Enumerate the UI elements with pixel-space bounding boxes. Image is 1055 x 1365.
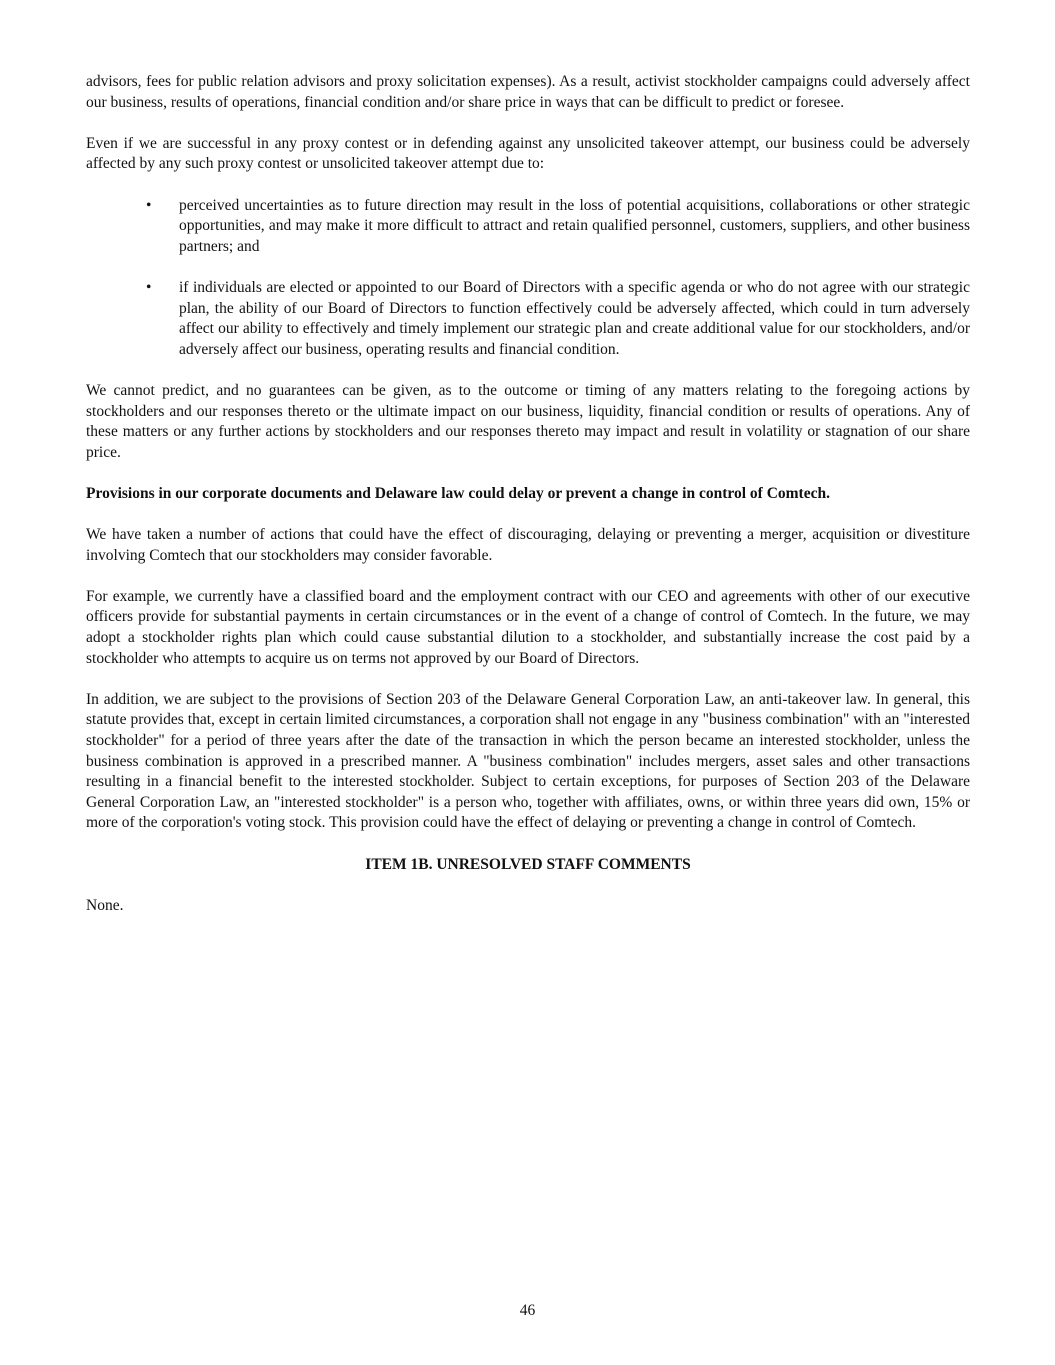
- page-number: 46: [519, 1302, 536, 1319]
- item-1b-heading: ITEM 1B. UNRESOLVED STAFF COMMENTS: [365, 855, 691, 873]
- risk-factor-heading: Provisions in our corporate documents and Delaware law could delay or prevent a change in control of Comtech.: [86, 484, 830, 502]
- bullet-text: if individuals are elected or appointed to our Board of Directors with a specific agenda or who do not agree with our strategic plan, the ability of our Board of Directors to function effectively could be adversely affected, which could in turn adversely affect our ability to effectively and timely implement our strategic plan and create additional value for our stockholders, and/or adversely affect our business, operating results and financial condition.: [179, 278, 970, 358]
- bullet-text: perceived uncertainties as to future direction may result in the loss of potential acquisitions, collaborations or other strategic opportunities, and may make it more difficult to attract and retain qualified personnel, customers, suppliers, and other business partners; and: [179, 196, 970, 255]
- paragraph-classified-board: For example, we currently have a classified board and the employment contract with our CEO and agreements with other of our executive officers provide for substantial payments in certain circumstances or in the event of a change of control of Comtech. In the future, we may adopt a stockholder rights plan which could cause substantial dilution to a stockholder, and substantially increase the cost paid by a stockholder who attempts to acquire us on terms not approved by our Board of Directors.: [86, 587, 970, 667]
- paragraph-activist-campaigns: advisors, fees for public relation advisors and proxy solicitation expenses). As a result, activist stockholder campaigns could adversely affect our business, results of operations, financial condition and/or share price in ways that can be difficult to predict or foresee.: [86, 73, 970, 111]
- paragraph-actions-taken: We have taken a number of actions that could have the effect of discouraging, delaying or preventing a merger, acquisition or divestiture involving Comtech that our stockholders may consider favorable.: [86, 526, 970, 564]
- paragraph-section-203: In addition, we are subject to the provisions of Section 203 of the Delaware General Corporation Law, an anti-takeover law. In general, this statute provides that, except in certain limited circumstances, a corporation shall not engage in any "business combination" with an "interested stockholder" for a period of three years after the date of the transaction in which the person became an interested stockholder, unless the business combination is approved in a prescribed manner. A "business combination" includes mergers, asset sales and other transactions resulting in a financial benefit to the interested stockholder. Subject to certain exceptions, for purposes of Section 203 of the Delaware General Corporation Law, an "interested stockholder" is a person who, together with affiliates, owns, or within three years did own, 15% or more of the corporation's voting stock. This provision could have the effect of delaying or preventing a change in control of Comtech.: [86, 690, 970, 832]
- bullet-item: [86, 196, 970, 258]
- paragraph-none: None.: [86, 896, 124, 914]
- document-page: [86, 72, 970, 916]
- bullet-icon: •: [146, 196, 152, 214]
- bullet-item: [86, 278, 970, 360]
- bullet-list: [86, 196, 970, 361]
- bullet-icon: •: [146, 278, 152, 296]
- paragraph-proxy-contest: Even if we are successful in any proxy contest or in defending against any unsolicited takeover attempt, our business could be adversely affected by any such proxy contest or unsolicited takeover attempt due to:: [86, 134, 970, 173]
- paragraph-cannot-predict: We cannot predict, and no guarantees can be given, as to the outcome or timing of any matters relating to the foregoing actions by stockholders and our responses thereto or the ultimate impact on our business, liquidity, financial condition or results of operations. Any of these matters or any further actions by stockholders and our responses thereto may impact and result in volatility or stagnation of our share price.: [86, 381, 970, 461]
